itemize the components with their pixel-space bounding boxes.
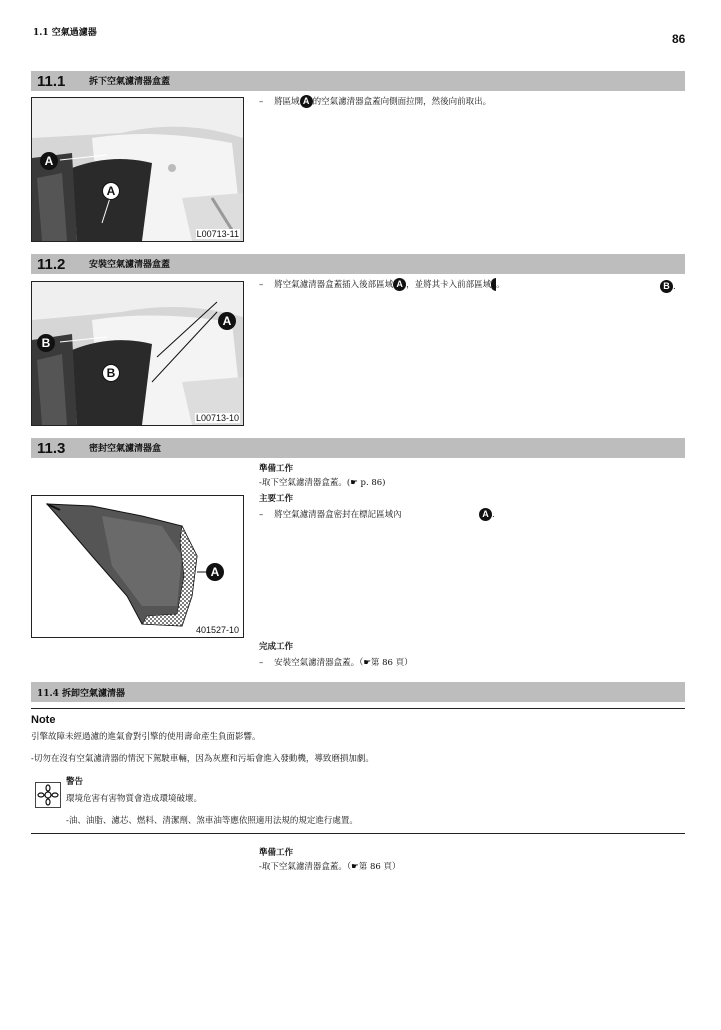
- callout-a: A: [206, 563, 224, 581]
- step-text-2: ，並將其卡入前部區域: [406, 280, 492, 290]
- callout-a-rear: A: [40, 152, 58, 170]
- motorcycle-airbox-image: [32, 282, 243, 425]
- callout-a-front: A: [102, 182, 120, 200]
- step-text: 將區域: [274, 97, 300, 107]
- partial-marker: [491, 278, 496, 291]
- section-header-11-2: [31, 254, 685, 274]
- marker-b: B: [660, 280, 673, 293]
- diagram-airbox-seal: [31, 495, 244, 638]
- prep-item: -取下空氣濾清器盒蓋。（☛第 86 頁）: [259, 862, 401, 872]
- photo-install-cover: [31, 281, 244, 426]
- figure-code: L00713-10: [195, 413, 239, 423]
- warning-label: 警告: [66, 777, 84, 787]
- page-number: 86: [672, 32, 686, 46]
- chapter-title: 1.1 空氣過濾器: [33, 28, 97, 38]
- marker-a: A: [479, 508, 492, 521]
- section-title: 11.4 拆卸空氣濾清器: [37, 689, 126, 699]
- callout-a: A: [218, 312, 236, 330]
- note-heading: Note: [31, 714, 56, 726]
- dash: –: [259, 658, 264, 668]
- main-step-marker: [479, 508, 495, 521]
- prep-label: 準備工作: [259, 464, 294, 474]
- callout-b-front: B: [102, 364, 120, 382]
- section-header-11-3: [31, 438, 685, 458]
- section-header-11-1: [31, 71, 685, 91]
- prep-label: 準備工作: [259, 848, 294, 858]
- environment-hazard-icon: [35, 782, 61, 808]
- step-text: 將空氣濾清器盒密封在標記區域內: [274, 510, 402, 520]
- prep-item: -取下空氣濾清器盒蓋。(☛ p. 86): [259, 478, 386, 488]
- period: .: [492, 510, 495, 520]
- divider: [31, 833, 685, 834]
- callout-b-rear: B: [37, 334, 55, 352]
- warning-line-2: -油、油脂、濾芯、燃料、清潔劑、煞車油等應依照適用法規的規定進行處置。: [66, 816, 358, 826]
- step-tail: [660, 280, 676, 293]
- marker-a: A: [393, 278, 406, 291]
- section-number: 11.1: [37, 73, 66, 90]
- motorcycle-airbox-image: [32, 98, 243, 241]
- period: .: [673, 282, 676, 292]
- step-text-2: 的空氣濾清器盒蓋向側面拉開，然後向前取出。: [312, 97, 492, 107]
- finish-label: 完成工作: [259, 642, 294, 652]
- main-label: 主要工作: [259, 494, 294, 504]
- dash: –: [259, 97, 264, 107]
- photo-remove-cover: [31, 97, 244, 242]
- section-number: 11.3: [37, 440, 66, 457]
- step-install-cover: – 將空氣濾清器盒蓋插入後部區域 A ，並將其卡入前部區域 。: [259, 279, 505, 290]
- warning-line-1: 環境危害有害物質會造成環境破壞。: [66, 794, 203, 804]
- dash: –: [259, 280, 264, 290]
- note-line-1: 引擎故障未經過濾的進氣會對引擎的使用壽命產生負面影響。: [31, 732, 261, 742]
- main-step: [259, 508, 402, 520]
- section-header-11-4: [31, 682, 685, 702]
- section-title: 拆下空氣濾清器盒蓋: [89, 77, 171, 87]
- finish-step: [259, 656, 413, 668]
- divider: [31, 708, 685, 709]
- note-line-2: -切勿在沒有空氣濾清器的情況下駕駛車輛，因為灰塵和污垢會進入發動機，導致磨損加劇。: [31, 754, 374, 764]
- figure-code: L00713-11: [196, 229, 239, 239]
- section-title: 安裝空氣濾清器盒蓋: [89, 260, 171, 270]
- step-remove-cover: [259, 95, 491, 108]
- dash: –: [259, 510, 264, 520]
- step-text: 將空氣濾清器盒蓋插入後部區域: [274, 280, 394, 290]
- section-number: 11.2: [37, 256, 66, 273]
- section-title: 密封空氣濾清器盒: [89, 444, 162, 454]
- step-text: 安裝空氣濾清器盒蓋。（☛第 86 頁）: [274, 658, 413, 668]
- figure-code: 401527-10: [195, 625, 239, 635]
- marker-a: A: [300, 95, 313, 108]
